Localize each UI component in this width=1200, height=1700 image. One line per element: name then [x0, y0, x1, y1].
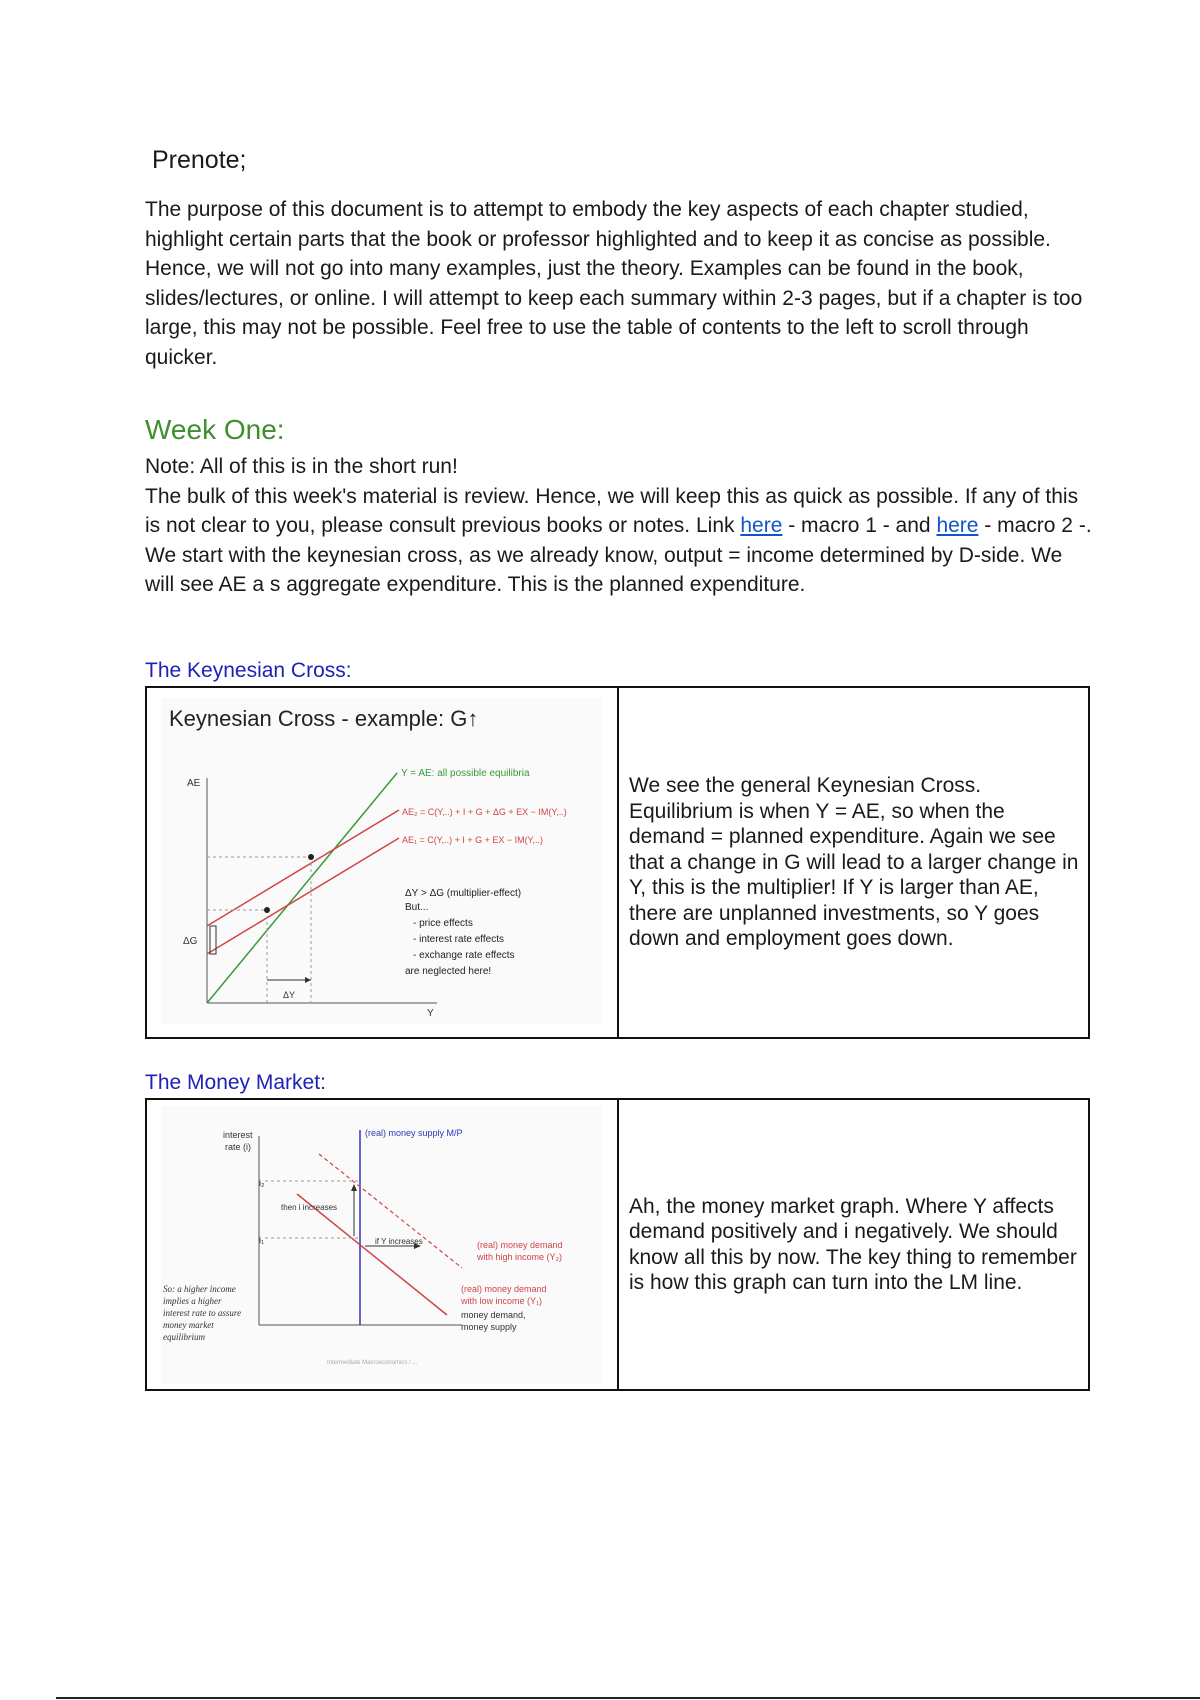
x-axis-label: Y	[427, 1008, 434, 1019]
ae2-label: AE₂ = C(Y,..) + I + G + ΔG + EX − IM(Y,..)	[402, 807, 567, 817]
side-note-2: implies a higher	[163, 1296, 222, 1306]
money-description: Ah, the money market graph. Where Y affects demand positively and i negatively. We should know all this by now. The key thing to remember is how this graph can turn into the LM line.	[618, 1099, 1089, 1390]
week-one-paragraph	[145, 482, 1095, 600]
week-one-text-1: The bulk of this week's material is review. Hence, we will keep this as quick as possible. If any of this is not clear to you, please consult previous books or notes. Link	[145, 484, 1079, 537]
x-axis-label-2: money supply	[461, 1322, 517, 1332]
equilibrium-point-1	[264, 907, 270, 913]
side-note-1: So: a higher income	[163, 1284, 236, 1294]
macro-2-link[interactable]: here	[936, 514, 979, 537]
money-figure-cell	[146, 1099, 618, 1390]
low-demand-label-1: (real) money demand	[461, 1284, 547, 1294]
week-one-text-2: - macro 1 - and	[782, 514, 937, 537]
chart-note-6: are neglected here!	[405, 966, 492, 977]
money-table	[145, 1098, 1090, 1391]
week-one-body	[145, 452, 1095, 600]
side-note-4: money market	[163, 1320, 214, 1330]
money-market-chart	[147, 1100, 615, 1389]
x-axis-label-1: money demand,	[461, 1310, 526, 1320]
week-one-note: Note: All of this is in the short run!	[145, 455, 458, 478]
slide-footer: Intermediate Macroeconomics / ...	[327, 1360, 418, 1366]
week-one-text-3: - macro 2 -. We start with the keynesian cross, as we already know, output = income determined by D-side. We will see AE a s aggregate expenditure. This is the planned expenditure.	[145, 514, 1092, 596]
y-axis-label: AE	[187, 778, 201, 789]
chart-note-4: - interest rate effects	[413, 934, 504, 945]
high-demand-label-1: (real) money demand	[477, 1240, 563, 1250]
high-demand-label-2: with high income (Y₂)	[477, 1252, 563, 1262]
chart-note-1: ΔY > ΔG (multiplier-effect)	[405, 888, 522, 899]
prenote-heading: Prenote;	[152, 146, 247, 174]
keynesian-figure-cell	[146, 687, 618, 1038]
ae1-label: AE₁ = C(Y,..) + I + G + EX − IM(Y,..)	[402, 835, 544, 845]
delta-g-label: ΔG	[183, 936, 198, 947]
y-axis-label-2: rate (i)	[225, 1142, 252, 1152]
i1-label: i₁	[259, 1235, 265, 1245]
keynesian-description: We see the general Keynesian Cross. Equilibrium is when Y = AE, so when the demand = planned expenditure. Again we see that a change in G will lead to a larger change in Y, this is the multiplier! If Y is larger than AE, there are unplanned investments, so Y goes down and employment goes down.	[618, 687, 1089, 1038]
money-section-title: The Money Market:	[145, 1071, 326, 1094]
intro-text: The purpose of this document is to attempt to embody the key aspects of each chapter studied, highlight certain parts that the book or professor highlighted and to keep it as concise as possible. Hence, we will not go into many examples, just the theory. Examples can be found in the book, slides/lectures, or online. I will attempt to keep each summary within 2-3 pages, but if a chapter is too large, this may not be possible. Feel free to use the table of contents to the left to scroll through quicker.	[145, 198, 1083, 369]
keynesian-section-title: The Keynesian Cross:	[145, 659, 352, 682]
i2-label: i₂	[259, 1178, 265, 1188]
chart-note-2: But...	[405, 902, 429, 913]
week-one-heading: Week One:	[145, 414, 285, 445]
if-y-increases-label: if Y increases	[375, 1237, 423, 1246]
low-demand-label-2: with low income (Y₁)	[461, 1296, 543, 1306]
then-i-increases-label: then i increases	[281, 1203, 338, 1212]
equilibrium-point-2	[308, 854, 314, 860]
page-bottom-rule	[56, 1697, 1200, 1699]
chart-note-3: - price effects	[413, 918, 473, 929]
macro-1-link[interactable]: here	[740, 514, 783, 537]
delta-y-label: ΔY	[283, 990, 296, 1000]
keynesian-table	[145, 686, 1090, 1039]
slide-title: Keynesian Cross - example: G↑	[169, 706, 479, 731]
intro-paragraph	[145, 195, 1095, 372]
money-supply-label: (real) money supply M/P	[365, 1128, 463, 1138]
side-note-3: interest rate to assure	[163, 1308, 242, 1318]
line-45-label: Y = AE: all possible equilibria	[401, 768, 530, 779]
y-axis-label-1: interest	[223, 1130, 253, 1140]
side-note-5: equilibrium	[163, 1332, 205, 1342]
chart-note-5: - exchange rate effects	[413, 950, 515, 961]
keynesian-cross-chart	[147, 688, 615, 1037]
